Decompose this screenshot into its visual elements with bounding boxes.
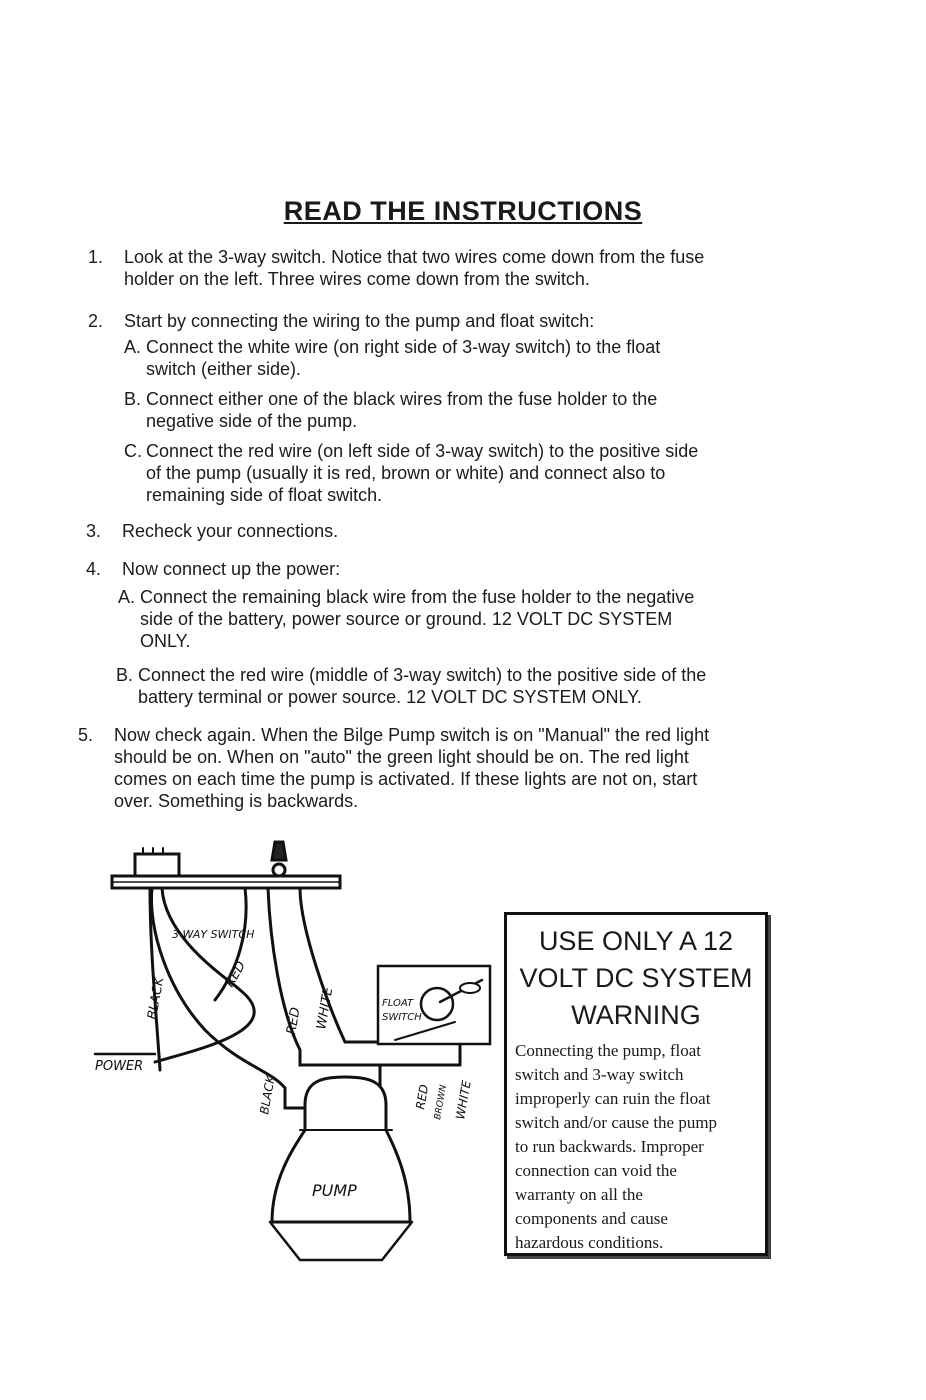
white-label: WHITE [314, 986, 337, 1031]
step-number: 2. [88, 311, 104, 331]
warning-line: connection can void the [515, 1161, 677, 1180]
instruction-step-5 [78, 724, 818, 816]
substep-text [138, 664, 706, 708]
pump-body [272, 1077, 410, 1222]
step-text [124, 310, 594, 332]
instruction-substep-2a [124, 336, 824, 382]
step-text [114, 724, 709, 812]
step-line: Look at the 3-way switch. Notice that two wires come down from the fuse [124, 247, 705, 267]
instruction-substep-2c [124, 440, 824, 508]
instruction-substep-2b [124, 388, 824, 434]
warning-line: switch and 3-way switch [515, 1065, 684, 1084]
substep-text [146, 440, 698, 506]
step-line: Connect the white wire (on right side of 3-way switch) to the float [146, 337, 661, 357]
warning-line: to run backwards. Improper [515, 1137, 704, 1156]
step-line: remaining side of float switch. [146, 485, 383, 505]
warning-text [515, 1039, 765, 1255]
step-text [122, 520, 338, 542]
warning-box [504, 912, 768, 1256]
power-label: POWER [95, 1059, 144, 1074]
pump-red-label: RED [413, 1083, 432, 1111]
substep-letter: B. [124, 389, 142, 409]
step-number: 3. [86, 521, 102, 541]
step-line: switch (either side). [146, 359, 302, 379]
red-switch-label: RED [284, 1006, 304, 1036]
warning-line: switch and/or cause the pump [515, 1113, 718, 1132]
float-label-2: SWITCH [382, 1012, 422, 1023]
step-line: over. Something is backwards. [114, 791, 359, 811]
step-line: Now connect up the power: [122, 559, 341, 579]
red-label: RED [222, 958, 250, 990]
step-line: Connect either one of the black wires from the fuse holder to the [146, 389, 658, 409]
step-line: Connect the red wire (on left side of 3-way switch) to the positive side [146, 441, 699, 461]
substep-text [140, 586, 694, 652]
warning-title-line: WARNING [571, 1000, 701, 1030]
instruction-step-2 [88, 310, 808, 334]
step-line: ONLY. [140, 631, 191, 651]
substep-letter: B. [116, 665, 134, 685]
step-line: should be on. When on "auto" the green light should be on. The red light [114, 747, 689, 767]
toggle-switch [272, 842, 286, 860]
fuse-holder [135, 854, 179, 876]
warning-title-line: USE ONLY A 12 [538, 926, 734, 956]
step-text [122, 558, 340, 580]
instruction-step-3 [86, 520, 806, 544]
warning-line: hazardous conditions. [515, 1233, 664, 1252]
float-switch-dial [421, 988, 453, 1020]
step-line: Connect the remaining black wire from the fuse holder to the negative [140, 587, 695, 607]
step-number: 4. [86, 559, 102, 579]
step-number: 1. [88, 247, 104, 267]
black-wire-to-pump [285, 1088, 305, 1108]
step-text [124, 246, 704, 290]
page-title: READ THE INSTRUCTIONS [283, 196, 643, 226]
warning-title-line: VOLT DC SYSTEM [519, 963, 753, 993]
substep-letter: A. [124, 337, 142, 357]
step-line: Now check again. When the Bilge Pump switch is on "Manual" the red light [114, 725, 710, 745]
instruction-step-1 [88, 246, 808, 296]
black-label: BLACK [145, 976, 168, 1021]
step-line: negative side of the pump. [146, 411, 358, 431]
warning-line: components and cause [515, 1209, 668, 1228]
pump-white-label: WHITE [453, 1079, 474, 1121]
pump-black-label: BLACK [257, 1074, 278, 1116]
pump-brown-label: BROWN [433, 1084, 450, 1121]
instruction-step-4 [86, 558, 806, 582]
step-line: Recheck your connections. [122, 521, 339, 541]
warning-title [507, 923, 765, 1034]
instruction-substep-4a [118, 586, 838, 654]
substep-text [146, 388, 657, 432]
step-line: side of the battery, power source or ground. 12 VOLT DC SYSTEM [140, 609, 673, 629]
step-line: Connect the red wire (middle of 3-way switch) to the positive side of the [138, 665, 707, 685]
step-line: comes on each time the pump is activated. If these lights are not on, start [114, 769, 698, 789]
warning-line: improperly can ruin the float [515, 1089, 711, 1108]
step-line: of the pump (usually it is red, brown or white) and connect also to [146, 463, 666, 483]
instruction-substep-4b [116, 664, 836, 710]
step-number: 5. [78, 725, 94, 745]
switch-label: 3 WAY SWITCH [172, 928, 255, 941]
pump-label: PUMP [312, 1181, 357, 1200]
substep-letter: C. [124, 441, 142, 461]
white-wire-switch [300, 888, 380, 1042]
substep-letter: A. [118, 587, 136, 607]
float-label-1: FLOAT [382, 998, 414, 1009]
warning-line: warranty on all the [515, 1185, 643, 1204]
substep-text [146, 336, 660, 380]
warning-line: Connecting the pump, float [515, 1041, 702, 1060]
step-line: holder on the left. Three wires come down from the switch. [124, 269, 590, 289]
wiring-diagram [0, 830, 926, 1270]
step-line: Start by connecting the wiring to the pump and float switch: [124, 311, 595, 331]
step-line: battery terminal or power source. 12 VOLT DC SYSTEM ONLY. [138, 687, 642, 707]
